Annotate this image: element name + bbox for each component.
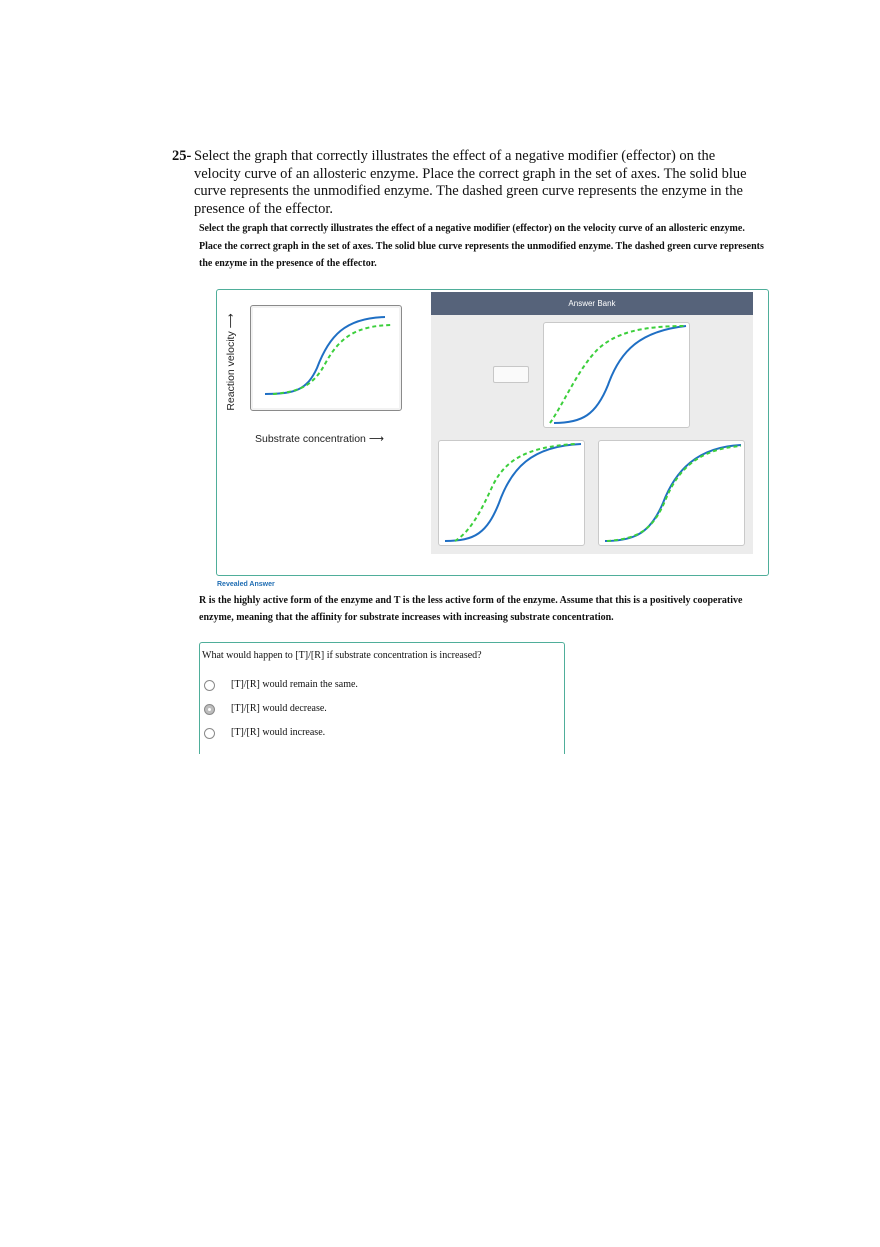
x-axis-label: Substrate concentration ⟶	[255, 433, 384, 445]
placed-graph-axes[interactable]	[250, 305, 402, 411]
y-axis-label-container	[218, 298, 244, 426]
radio-button[interactable]	[204, 728, 215, 739]
answer-card-1[interactable]	[543, 322, 690, 428]
unmodified-curve	[445, 444, 581, 541]
placed-graph	[251, 306, 401, 410]
mc-question: What would happen to [T]/[R] if substrate concentration is increased?	[202, 650, 482, 661]
unmodified-curve	[554, 326, 686, 423]
answer-graph-2	[439, 441, 584, 545]
mc-option-label: [T]/[R] would decrease.	[231, 703, 327, 714]
mc-option-3[interactable]	[204, 727, 534, 743]
unmodified-curve	[605, 445, 741, 541]
answer-graph-3	[599, 441, 744, 545]
mc-option-1[interactable]	[204, 679, 534, 695]
effector-curve	[607, 446, 741, 541]
question-number: 25-	[172, 148, 192, 164]
mc-option-label: [T]/[R] would remain the same.	[231, 679, 358, 690]
revealed-answer-label: Revealed Answer	[217, 581, 275, 588]
effector-curve	[273, 325, 391, 394]
revealed-answer-text: R is the highly active form of the enzyme and T is the less active form of the enzyme. Assume that this is a positively cooperative enzyme, meaning that the affinity for substrate increases with increasing substrate concentration.	[199, 595, 743, 623]
effector-curve	[455, 444, 575, 541]
answer-bank-title: Answer Bank	[431, 292, 753, 315]
radio-button[interactable]	[204, 680, 215, 691]
question-text: Select the graph that correctly illustrates the effect of a negative modifier (effector) on the velocity curve of an allosteric enzyme. Place the correct graph in the set of axes. The solid blue curve represents the unmodified enzyme. The dashed green curve represents the enzyme in the presence of the effector.	[194, 148, 747, 217]
mc-option-2[interactable]	[204, 703, 534, 719]
answer-card-3[interactable]	[598, 440, 745, 546]
radio-button-selected[interactable]	[204, 704, 215, 715]
mc-option-label: [T]/[R] would increase.	[231, 727, 326, 738]
empty-drop-slot[interactable]	[493, 366, 529, 383]
answer-card-2[interactable]	[438, 440, 585, 546]
effector-curve	[550, 326, 686, 423]
question-screenshot-text: Select the graph that correctly illustrates the effect of a negative modifier (effector) on the velocity curve of an allosteric enzyme. Place the correct graph in the set of axes. The solid blue curve represents the unmodified enzyme. The dashed green curve represents the enzyme in the presence of the effector.	[199, 223, 764, 269]
answer-graph-1	[544, 323, 689, 427]
y-axis-label: Reaction velocity ⟶	[225, 313, 237, 411]
